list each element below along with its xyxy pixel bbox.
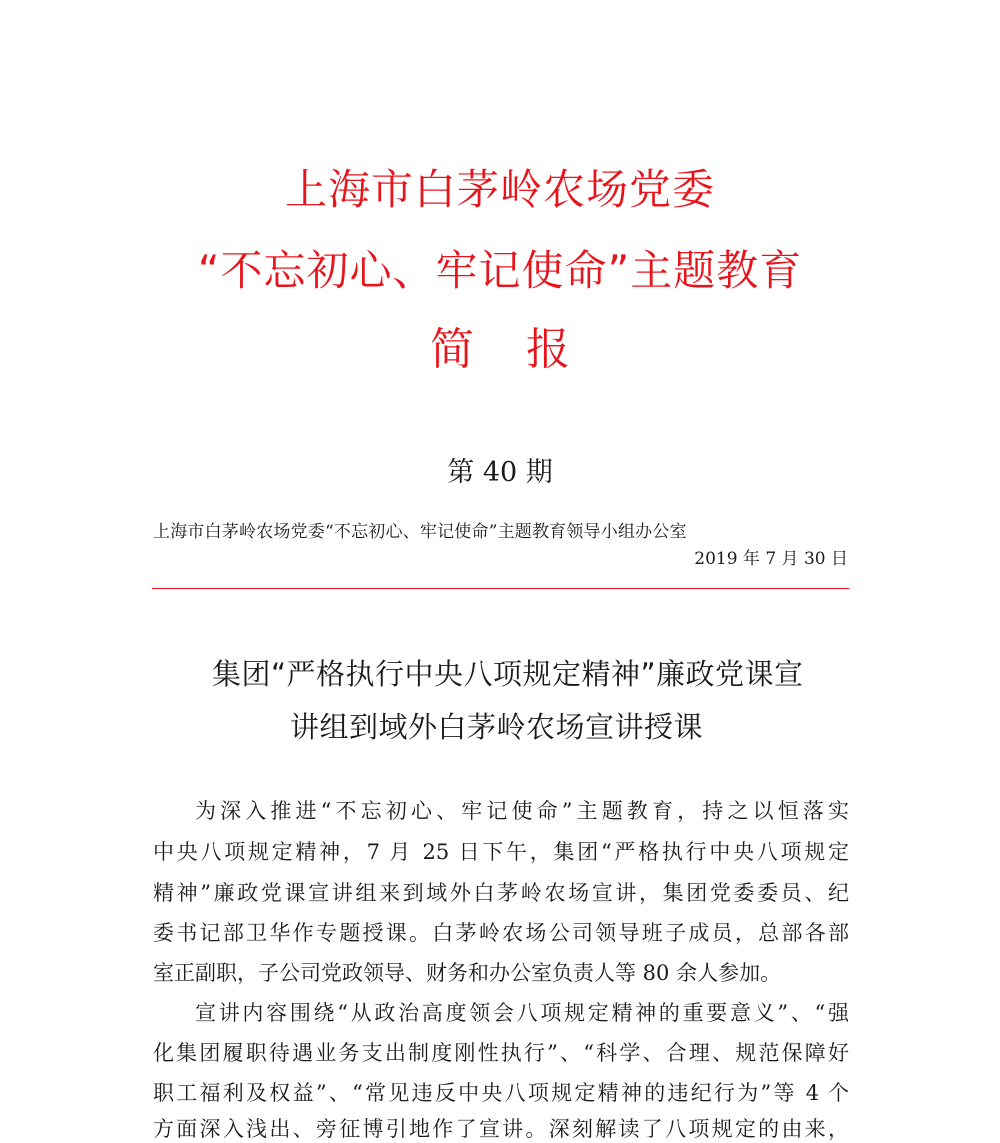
article-body-line: 为深入推进“不忘初心、牢记使命”主题教育，持之以恒落实: [195, 799, 849, 823]
article-body-line: 室正副职，子公司党政领导、财务和办公室负责人等 80 余人参加。: [153, 961, 782, 985]
article-title-line-2: 讲组到域外白茅岭农场宣讲授课: [290, 710, 704, 744]
article-body-line: 化集团履职待遇业务支出制度刚性执行”、“科学、合理、规范保障好: [153, 1041, 849, 1065]
article-body-line: 职工福利及权益”、“常见违反中央八项规定精神的违纪行为”等 4 个: [153, 1081, 849, 1105]
masthead-bulletin: [0, 324, 1000, 375]
article-body-line: 精神”廉政党课宣讲组来到域外白茅岭农场宣讲，集团党委委员、纪: [153, 881, 849, 905]
article-body-line: 中央八项规定精神，7 月 25 日下午，集团“严格执行中央八项规定: [153, 840, 849, 864]
masthead-bulletin-char-1: 简: [430, 324, 474, 375]
issuing-office: 上海市白茅岭农场党委“不忘初心、牢记使命”主题教育领导小组办公室: [153, 522, 687, 542]
masthead-organization: 上海市白茅岭农场党委: [284, 165, 715, 214]
article-title-line-1: 集团“严格执行中央八项规定精神”廉政党课宣: [212, 657, 804, 691]
article-body-line: 委书记部卫华作专题授课。白茅岭农场公司领导班子成员，总部各部: [153, 921, 849, 945]
issue-date: 2019 年 7 月 30 日: [694, 549, 848, 569]
article-body-line: 方面深入浅出、旁征博引地作了宣讲。深刻解读了八项规定的由来，: [153, 1117, 849, 1141]
red-divider-line: [152, 588, 849, 589]
article-body-line: 宣讲内容围绕“从政治高度领会八项规定精神的重要意义”、“强: [195, 1001, 849, 1025]
masthead-bulletin-char-2: 报: [526, 324, 570, 375]
issue-number: 第 40 期: [447, 457, 553, 488]
masthead-theme: “不忘初心、牢记使命”主题教育: [197, 246, 803, 295]
